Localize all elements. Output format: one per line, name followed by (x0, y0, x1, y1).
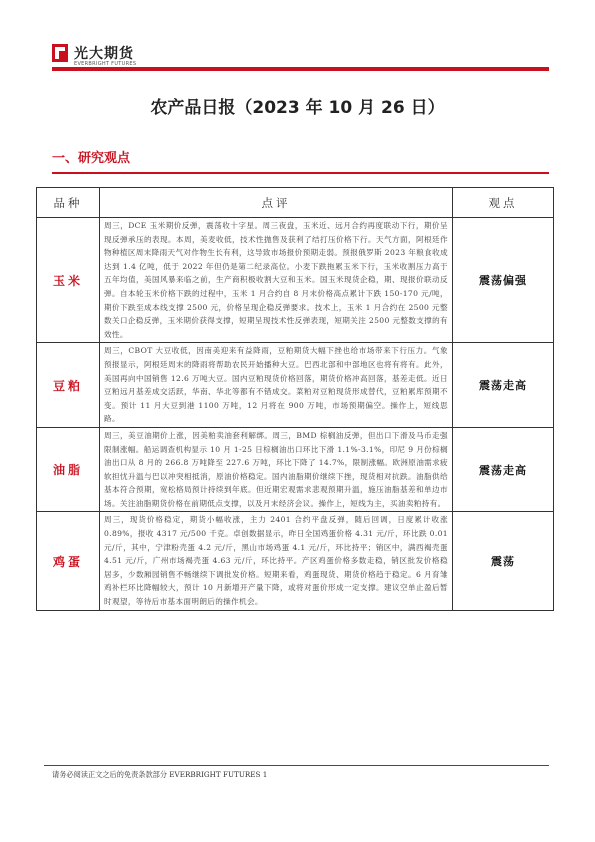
table-row (37, 343, 554, 428)
variety-cell: 豆粕 (37, 343, 100, 428)
view-cell: 震荡走高 (453, 343, 554, 428)
variety-cell: 鸡蛋 (37, 512, 100, 610)
view-cell: 震荡 (453, 512, 554, 610)
footer-disclaimer: 请务必阅读正文之后的免责条款部分 EVERBRIGHT FUTURES 1 (52, 770, 268, 779)
variety-cell: 油脂 (37, 427, 100, 512)
research-table (36, 187, 554, 611)
section-heading: 一、研究观点 (52, 151, 131, 166)
view-cell: 震荡走高 (453, 427, 554, 512)
table-row (37, 427, 554, 512)
logo-subtext: EVERBRIGHT FUTURES (74, 61, 137, 67)
table-row (37, 218, 554, 343)
footer-rule (44, 765, 549, 766)
comment-cell: 周三，DCE 玉米期价反弹，震荡收十字星。周三夜盘，玉米近、远月合约再度联动下行，期价呈现反弹承压的表现。本周，美麦收低，技术性抛售及获利了结打压价格下行。天气方面，阿根廷作物种植区周末降雨天气对作物生长有利，这导致市场报价预期走弱。预报俄罗斯 2023 年粮食收成达到 1.4 亿吨，低于 2022 年但仍是第二纪录高位。小麦下跌拖累玉米下行，玉米收割压力高于五年均值，美国风暴来临之前，生产商积极收割大豆和玉米。国玉米现货企稳，期、现报价联动反弹。自本轮玉米价格下跌的过程中，玉米 1 月合约自 8 月末价格高点累计下跌 150-170 元/吨，期价下跌至成本线支撑 2500 元，价格呈现企稳反弹要求。技术上，玉米 1 月合约在 2500 元整数关口企稳反弹，玉米期价获得支撑，短期呈现技术性反弹表现，短期关注 2500 元整数支撑的有效性。 (100, 218, 453, 343)
header-comment: 点评 (100, 188, 453, 218)
logo-text: 光大期货 (74, 46, 134, 62)
comment-cell: 周三，现货价格稳定，期货小幅收涨，主力 2401 合约平盘反弹，随后回调，日度累计收涨 0.89%，报收 4317 元/500 千克。卓创数据显示，昨日全国鸡蛋价格 4.31 元/斤，环比跌 0.01 元/斤，其中，宁津粉壳蛋 4.2 元/斤，黑山市场鸡蛋 4.1 元/斤，环比持平；销区中，满西褐壳蛋 4.51 元/斤，广州市场褐壳蛋 4.63 元/斤，环比持平。产区鸡蛋价格多数走稳，销区批发价格稳居多，少数厢园销售不畅继续下调批发价格。短期来看，鸡蛋现货、期货价格趋于稳定。6 月育雏鸡补栏环比降幅较大，预计 10 月新增开产量下降，或将对蛋价形成一定支撑。建议空单止盈后暂时观望，等待后市基本面明朗后的操作机会。 (100, 512, 453, 610)
table-header-row (37, 188, 554, 218)
variety-cell: 玉米 (37, 218, 100, 343)
report-title: 农产品日报（2023 年 10 月 26 日） (150, 98, 445, 118)
header-variety: 品种 (37, 188, 100, 218)
table-row (37, 512, 554, 610)
comment-cell: 周三，美豆油期价上涨，因美粕卖油套利解绑。周三，BMD 棕榈油反弹，但出口下滑及马币走强限制涨幅。船运调查机构显示 10 月 1-25 日棕榈油出口环比下滑 1.1%-3.1%，印尼 9 月份棕榈油出口从 8 月的 266.8 万吨降至 227.6 万吨，环比下降了 14.7%，限制涨幅。欧洲原油需求疲软担忧升温与巴以冲突相抵消，原油价格稳定。国内油脂期价继续下挫，现货相对抗跌。油脂供给基本符合预期，宽松格局预计持续到年底。但近期宏观需求悲观预期升温，施压油脂基差和单边市场。关注油脂期货价格在前期低点支撑，以及月末经济会议。操作上，短线为主，买油卖粕持有。 (100, 427, 453, 512)
comment-cell: 周三，CBOT 大豆收低，因南美迎来有益降雨，豆粕期货大幅下挫也给市场带来下行压力。气象预报显示，阿根廷周末的降雨将帮助农民开始播种大豆。巴西北部和中部地区也将有将有。此外，美国再向中国销售 12.6 万吨大豆。国内豆粕现货价格回落，期货价格冲高回落，基差走低。近日豆粕远月基差成交活跃，华南、华北等都有不错成交。菜粕对豆粕现货形成替代，豆粕累库预期不变。预计 11 月大豆到港 1100 万吨，12 月将在 900 万吨，市场预期偏空。操作上，短线思路。 (100, 343, 453, 428)
header-rule (52, 67, 549, 71)
view-cell: 震荡偏强 (453, 218, 554, 343)
section-rule (52, 172, 549, 174)
logo-mark-icon (52, 44, 68, 62)
header-view: 观点 (453, 188, 554, 218)
